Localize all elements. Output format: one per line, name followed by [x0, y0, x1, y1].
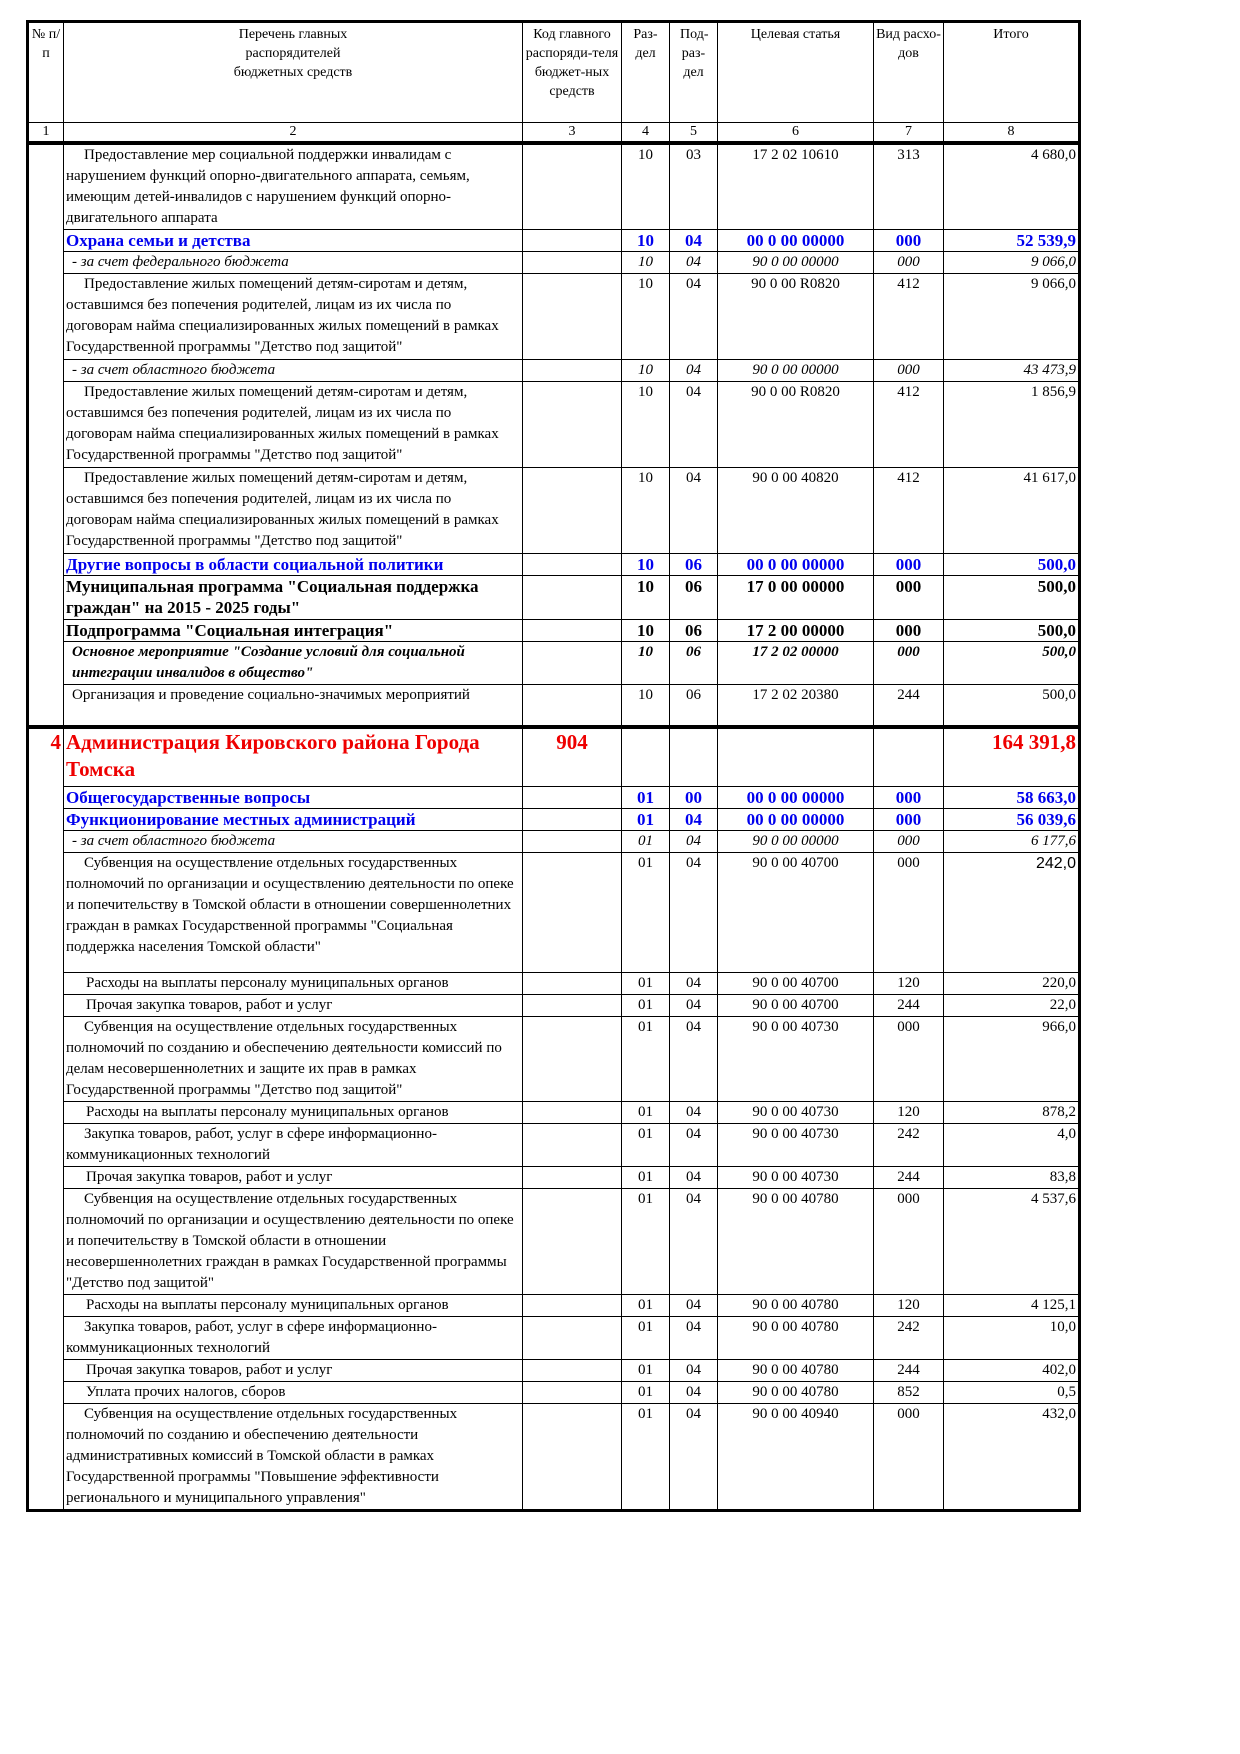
- table-row: [28, 143, 1080, 230]
- table-row: [28, 1102, 1080, 1124]
- row-subsection: 04: [670, 1317, 718, 1360]
- row-target-article: 90 0 00 40820: [718, 468, 874, 554]
- row-expense-type: 120: [874, 973, 944, 995]
- row-target-article: 90 0 00 40700: [718, 973, 874, 995]
- table-row: [28, 1382, 1080, 1404]
- row-total: 83,8: [944, 1167, 1080, 1189]
- row-section: 01: [622, 1382, 670, 1404]
- row-expense-type: 852: [874, 1382, 944, 1404]
- row-number: [28, 1360, 64, 1382]
- row-name: Предоставление жилых помещений детям-сиротам и детям, оставшимся без попечения родителей, лицам из их числа по договорам найма специализированных жилых помещений в рамках Государственной программы "Детство под защитой": [64, 468, 523, 554]
- row-distributor-code: [523, 1167, 622, 1189]
- row-total: 242,0: [944, 853, 1080, 973]
- row-section: 01: [622, 1189, 670, 1295]
- header-total: Итого: [944, 22, 1080, 123]
- table-row: [28, 853, 1080, 973]
- table-row: [28, 973, 1080, 995]
- row-name: Закупка товаров, работ, услуг в сфере информационно-коммуникационных технологий: [64, 1124, 523, 1167]
- table-row: [28, 642, 1080, 685]
- table-row: [28, 620, 1080, 642]
- row-expense-type: [874, 727, 944, 787]
- table-row: [28, 1360, 1080, 1382]
- row-total: 220,0: [944, 973, 1080, 995]
- row-number: [28, 809, 64, 831]
- row-expense-type: 000: [874, 809, 944, 831]
- row-target-article: 90 0 00 40940: [718, 1404, 874, 1511]
- row-name: Предоставление жилых помещений детям-сиротам и детям, оставшимся без попечения родителей, лицам из их числа по договорам найма специализированных жилых помещений в рамках Государственной программы "Детство под защитой": [64, 382, 523, 468]
- row-expense-type: 313: [874, 143, 944, 230]
- row-subsection: 04: [670, 853, 718, 973]
- row-section: 10: [622, 576, 670, 620]
- table-row: [28, 382, 1080, 468]
- row-distributor-code: [523, 831, 622, 853]
- row-distributor-code: [523, 1017, 622, 1102]
- row-number: [28, 382, 64, 468]
- row-expense-type: 244: [874, 1360, 944, 1382]
- row-target-article: 90 0 00 00000: [718, 252, 874, 274]
- row-name: - за счет федерального бюджета: [64, 252, 523, 274]
- row-section: 01: [622, 1360, 670, 1382]
- row-name: Расходы на выплаты персоналу муниципальных органов: [64, 1102, 523, 1124]
- row-section: 10: [622, 274, 670, 360]
- row-subsection: 04: [670, 831, 718, 853]
- row-number: [28, 468, 64, 554]
- row-expense-type: 000: [874, 1017, 944, 1102]
- row-number: [28, 1167, 64, 1189]
- row-name: Основное мероприятие "Создание условий для социальной интеграции инвалидов в общество": [64, 642, 523, 685]
- row-expense-type: 412: [874, 274, 944, 360]
- row-section: [622, 727, 670, 787]
- table-row: [28, 831, 1080, 853]
- table-body: [28, 143, 1080, 1511]
- row-subsection: 04: [670, 1167, 718, 1189]
- row-distributor-code: [523, 1404, 622, 1511]
- row-subsection: 04: [670, 274, 718, 360]
- row-subsection: 04: [670, 995, 718, 1017]
- row-name: Субвенция на осуществление отдельных государственных полномочий по созданию и обеспечению деятельности административных комиссий в Томской области в рамках Государственной программы "Повышение эффективности регионального и муниципального управления": [64, 1404, 523, 1511]
- row-total: 10,0: [944, 1317, 1080, 1360]
- row-subsection: 06: [670, 685, 718, 727]
- row-total: 4,0: [944, 1124, 1080, 1167]
- row-subsection: 04: [670, 1295, 718, 1317]
- row-name: Расходы на выплаты персоналу муниципальных органов: [64, 1295, 523, 1317]
- row-total: 1 856,9: [944, 382, 1080, 468]
- row-target-article: 17 2 02 00000: [718, 642, 874, 685]
- row-subsection: 04: [670, 468, 718, 554]
- row-target-article: 00 0 00 00000: [718, 787, 874, 809]
- row-name: Субвенция на осуществление отдельных государственных полномочий по организации и осуществлению деятельности по опеке и попечительству в Томской области в отношении несовершеннолетних граждан в рамках Государственной программы "Детство под защитой": [64, 1189, 523, 1295]
- row-expense-type: 000: [874, 1189, 944, 1295]
- distributor-row: [28, 727, 1080, 787]
- budget-allocation-table: [26, 20, 1081, 1512]
- table-row: [28, 468, 1080, 554]
- row-target-article: 90 0 00 00000: [718, 831, 874, 853]
- row-distributor-code: [523, 143, 622, 230]
- row-subsection: 04: [670, 1102, 718, 1124]
- row-target-article: 00 0 00 00000: [718, 230, 874, 252]
- header-section: Раз-дел: [622, 22, 670, 123]
- row-name: Предоставление мер социальной поддержки инвалидам с нарушением функций опорно-двигательного аппарата, семьям, имеющим детей-инвалидов с нарушением функций опорно-двигательного аппарата: [64, 143, 523, 230]
- table-row: [28, 576, 1080, 620]
- row-section: 10: [622, 685, 670, 727]
- row-subsection: 06: [670, 642, 718, 685]
- row-subsection: 06: [670, 554, 718, 576]
- row-expense-type: 244: [874, 1167, 944, 1189]
- row-number: [28, 143, 64, 230]
- row-name: Прочая закупка товаров, работ и услуг: [64, 995, 523, 1017]
- row-name: Функционирование местных администраций: [64, 809, 523, 831]
- row-target-article: 90 0 00 40780: [718, 1317, 874, 1360]
- table-row: [28, 252, 1080, 274]
- row-target-article: 17 2 02 20380: [718, 685, 874, 727]
- row-distributor-code: [523, 576, 622, 620]
- row-distributor-code: [523, 252, 622, 274]
- row-name: Субвенция на осуществление отдельных государственных полномочий по созданию и обеспечению деятельности комиссий по делам несовершеннолетних и защите их прав в рамках Государственной программы "Детство под защитой": [64, 1017, 523, 1102]
- row-target-article: 90 0 00 40780: [718, 1382, 874, 1404]
- row-distributor-code: [523, 685, 622, 727]
- row-section: 01: [622, 1124, 670, 1167]
- row-distributor-code: [523, 1360, 622, 1382]
- section-row: [28, 787, 1080, 809]
- row-subsection: 04: [670, 252, 718, 274]
- table-row: [28, 1124, 1080, 1167]
- row-number: [28, 831, 64, 853]
- row-section: 01: [622, 995, 670, 1017]
- row-number: [28, 853, 64, 973]
- row-section: 10: [622, 252, 670, 274]
- row-section: 01: [622, 1102, 670, 1124]
- row-name: Закупка товаров, работ, услуг в сфере информационно-коммуникационных технологий: [64, 1317, 523, 1360]
- table-row: [28, 1017, 1080, 1102]
- row-name: Охрана семьи и детства: [64, 230, 523, 252]
- row-total: 966,0: [944, 1017, 1080, 1102]
- col-number-5: 5: [670, 123, 718, 144]
- row-distributor-code: [523, 642, 622, 685]
- row-distributor-code: [523, 620, 622, 642]
- row-target-article: 17 0 00 00000: [718, 576, 874, 620]
- row-number: [28, 995, 64, 1017]
- row-distributor-code: 904: [523, 727, 622, 787]
- budget-table-sheet: [26, 20, 1078, 1512]
- row-total: 43 473,9: [944, 360, 1080, 382]
- row-section: 01: [622, 973, 670, 995]
- table-row: [28, 1167, 1080, 1189]
- row-total: 56 039,6: [944, 809, 1080, 831]
- row-name: Расходы на выплаты персоналу муниципальных органов: [64, 973, 523, 995]
- row-expense-type: 000: [874, 230, 944, 252]
- row-expense-type: 000: [874, 642, 944, 685]
- row-number: [28, 1017, 64, 1102]
- row-section: 01: [622, 1317, 670, 1360]
- row-total: 58 663,0: [944, 787, 1080, 809]
- row-total: 6 177,6: [944, 831, 1080, 853]
- row-number: [28, 620, 64, 642]
- row-expense-type: 120: [874, 1295, 944, 1317]
- row-name: Прочая закупка товаров, работ и услуг: [64, 1167, 523, 1189]
- row-expense-type: 000: [874, 787, 944, 809]
- row-number: [28, 554, 64, 576]
- row-section: 01: [622, 1404, 670, 1511]
- row-subsection: 06: [670, 576, 718, 620]
- row-target-article: 90 0 00 40730: [718, 1167, 874, 1189]
- row-subsection: 04: [670, 1189, 718, 1295]
- header-number: № п/п: [28, 22, 64, 123]
- row-subsection: 06: [670, 620, 718, 642]
- row-section: 01: [622, 1295, 670, 1317]
- row-section: 10: [622, 360, 670, 382]
- col-number-2: 2: [64, 123, 523, 144]
- row-number: [28, 576, 64, 620]
- row-total: 500,0: [944, 685, 1080, 727]
- table-row: [28, 1189, 1080, 1295]
- row-name: - за счет областного бюджета: [64, 831, 523, 853]
- row-subsection: 04: [670, 1382, 718, 1404]
- row-target-article: 90 0 00 00000: [718, 360, 874, 382]
- row-section: 10: [622, 382, 670, 468]
- row-section: 01: [622, 831, 670, 853]
- row-number: [28, 1189, 64, 1295]
- section-row: [28, 230, 1080, 252]
- row-total: 500,0: [944, 554, 1080, 576]
- row-subsection: 00: [670, 787, 718, 809]
- row-number: [28, 1404, 64, 1511]
- row-distributor-code: [523, 274, 622, 360]
- header-distributors: Перечень главных распорядителей бюджетных средств: [64, 22, 523, 123]
- row-total: 4 125,1: [944, 1295, 1080, 1317]
- row-subsection: 04: [670, 809, 718, 831]
- row-distributor-code: [523, 1382, 622, 1404]
- row-number: [28, 973, 64, 995]
- row-subsection: 04: [670, 1124, 718, 1167]
- row-number: [28, 1102, 64, 1124]
- row-name: Субвенция на осуществление отдельных государственных полномочий по организации и осуществлению деятельности по опеке и попечительству в Томской области в отношении совершеннолетних граждан в рамках Государственной программы "Социальная поддержка населения Томской области": [64, 853, 523, 973]
- row-target-article: 00 0 00 00000: [718, 554, 874, 576]
- row-distributor-code: [523, 230, 622, 252]
- row-number: [28, 787, 64, 809]
- row-section: 01: [622, 1167, 670, 1189]
- row-distributor-code: [523, 787, 622, 809]
- row-subsection: 04: [670, 230, 718, 252]
- row-subsection: 04: [670, 1360, 718, 1382]
- table-row: [28, 995, 1080, 1017]
- row-name: - за счет областного бюджета: [64, 360, 523, 382]
- row-section: 01: [622, 853, 670, 973]
- col-number-4: 4: [622, 123, 670, 144]
- row-number: [28, 1317, 64, 1360]
- header-distributor-code: Код главного распоряди-теля бюджет-ных средств: [523, 22, 622, 123]
- row-subsection: [670, 727, 718, 787]
- row-target-article: 90 0 00 40780: [718, 1360, 874, 1382]
- row-target-article: 90 0 00 40730: [718, 1102, 874, 1124]
- header-target-article: Целевая статья: [718, 22, 874, 123]
- row-number: [28, 274, 64, 360]
- row-number: [28, 1124, 64, 1167]
- col-number-1: 1: [28, 123, 64, 144]
- row-total: 432,0: [944, 1404, 1080, 1511]
- row-distributor-code: [523, 1189, 622, 1295]
- row-distributor-code: [523, 973, 622, 995]
- row-expense-type: 242: [874, 1317, 944, 1360]
- row-total: 41 617,0: [944, 468, 1080, 554]
- section-row: [28, 554, 1080, 576]
- row-number: [28, 685, 64, 727]
- row-target-article: 90 0 00 40730: [718, 1017, 874, 1102]
- header-expense-type: Вид расхо-дов: [874, 22, 944, 123]
- row-section: 10: [622, 468, 670, 554]
- row-expense-type: 120: [874, 1102, 944, 1124]
- row-section: 10: [622, 642, 670, 685]
- row-name: Организация и проведение социально-значимых мероприятий: [64, 685, 523, 727]
- row-target-article: 90 0 00 40700: [718, 995, 874, 1017]
- row-target-article: 17 2 02 10610: [718, 143, 874, 230]
- table-header-row: [28, 22, 1080, 123]
- row-total: 9 066,0: [944, 274, 1080, 360]
- table-row: [28, 1295, 1080, 1317]
- row-target-article: [718, 727, 874, 787]
- row-total: 500,0: [944, 576, 1080, 620]
- row-number: [28, 1382, 64, 1404]
- row-number: [28, 230, 64, 252]
- row-total: 500,0: [944, 620, 1080, 642]
- row-total: 164 391,8: [944, 727, 1080, 787]
- row-subsection: 04: [670, 1404, 718, 1511]
- row-subsection: 04: [670, 973, 718, 995]
- row-name: Другие вопросы в области социальной политики: [64, 554, 523, 576]
- row-total: 878,2: [944, 1102, 1080, 1124]
- row-expense-type: 000: [874, 252, 944, 274]
- section-row: [28, 809, 1080, 831]
- row-distributor-code: [523, 1124, 622, 1167]
- row-total: 4 537,6: [944, 1189, 1080, 1295]
- row-distributor-code: [523, 1295, 622, 1317]
- row-distributor-code: [523, 995, 622, 1017]
- row-target-article: 90 0 00 R0820: [718, 382, 874, 468]
- table-row: [28, 360, 1080, 382]
- row-distributor-code: [523, 1317, 622, 1360]
- row-section: 10: [622, 554, 670, 576]
- row-expense-type: 000: [874, 853, 944, 973]
- row-expense-type: 412: [874, 468, 944, 554]
- table-row: [28, 685, 1080, 727]
- row-distributor-code: [523, 1102, 622, 1124]
- row-expense-type: 000: [874, 360, 944, 382]
- row-section: 10: [622, 620, 670, 642]
- col-number-6: 6: [718, 123, 874, 144]
- table-row: [28, 1404, 1080, 1511]
- row-subsection: 04: [670, 382, 718, 468]
- row-distributor-code: [523, 554, 622, 576]
- row-number: 4: [28, 727, 64, 787]
- row-number: [28, 360, 64, 382]
- row-number: [28, 1295, 64, 1317]
- row-target-article: 00 0 00 00000: [718, 809, 874, 831]
- row-expense-type: 242: [874, 1124, 944, 1167]
- row-expense-type: 412: [874, 382, 944, 468]
- row-number: [28, 252, 64, 274]
- row-section: 10: [622, 143, 670, 230]
- row-total: 4 680,0: [944, 143, 1080, 230]
- col-number-8: 8: [944, 123, 1080, 144]
- row-subsection: 04: [670, 1017, 718, 1102]
- row-name: Подпрограмма "Социальная интеграция": [64, 620, 523, 642]
- row-name: Муниципальная программа "Социальная поддержка граждан" на 2015 - 2025 годы": [64, 576, 523, 620]
- row-distributor-code: [523, 468, 622, 554]
- column-numbers-row: [28, 123, 1080, 144]
- table-row: [28, 1317, 1080, 1360]
- row-target-article: 90 0 00 40730: [718, 1124, 874, 1167]
- table-row: [28, 274, 1080, 360]
- row-expense-type: 244: [874, 995, 944, 1017]
- row-target-article: 90 0 00 R0820: [718, 274, 874, 360]
- row-subsection: 03: [670, 143, 718, 230]
- row-target-article: 90 0 00 40700: [718, 853, 874, 973]
- row-total: 9 066,0: [944, 252, 1080, 274]
- header-subsection: Под-раз-дел: [670, 22, 718, 123]
- row-expense-type: 000: [874, 1404, 944, 1511]
- row-section: 01: [622, 1017, 670, 1102]
- row-total: 500,0: [944, 642, 1080, 685]
- col-number-7: 7: [874, 123, 944, 144]
- row-number: [28, 642, 64, 685]
- row-name: Общегосударственные вопросы: [64, 787, 523, 809]
- row-total: 52 539,9: [944, 230, 1080, 252]
- row-name: Уплата прочих налогов, сборов: [64, 1382, 523, 1404]
- row-total: 402,0: [944, 1360, 1080, 1382]
- row-name: Прочая закупка товаров, работ и услуг: [64, 1360, 523, 1382]
- row-target-article: 90 0 00 40780: [718, 1189, 874, 1295]
- row-distributor-code: [523, 360, 622, 382]
- row-target-article: 90 0 00 40780: [718, 1295, 874, 1317]
- row-section: 01: [622, 787, 670, 809]
- row-total: 0,5: [944, 1382, 1080, 1404]
- row-distributor-code: [523, 382, 622, 468]
- row-expense-type: 000: [874, 576, 944, 620]
- row-section: 10: [622, 230, 670, 252]
- col-number-3: 3: [523, 123, 622, 144]
- row-distributor-code: [523, 853, 622, 973]
- row-target-article: 17 2 00 00000: [718, 620, 874, 642]
- row-expense-type: 000: [874, 554, 944, 576]
- row-total: 22,0: [944, 995, 1080, 1017]
- row-expense-type: 244: [874, 685, 944, 727]
- row-expense-type: 000: [874, 831, 944, 853]
- row-name: Предоставление жилых помещений детям-сиротам и детям, оставшимся без попечения родителей, лицам из их числа по договорам найма специализированных жилых помещений в рамках Государственной программы "Детство под защитой": [64, 274, 523, 360]
- row-distributor-code: [523, 809, 622, 831]
- row-subsection: 04: [670, 360, 718, 382]
- row-name: Администрация Кировского района Города Томска: [64, 727, 523, 787]
- row-expense-type: 000: [874, 620, 944, 642]
- row-section: 01: [622, 809, 670, 831]
